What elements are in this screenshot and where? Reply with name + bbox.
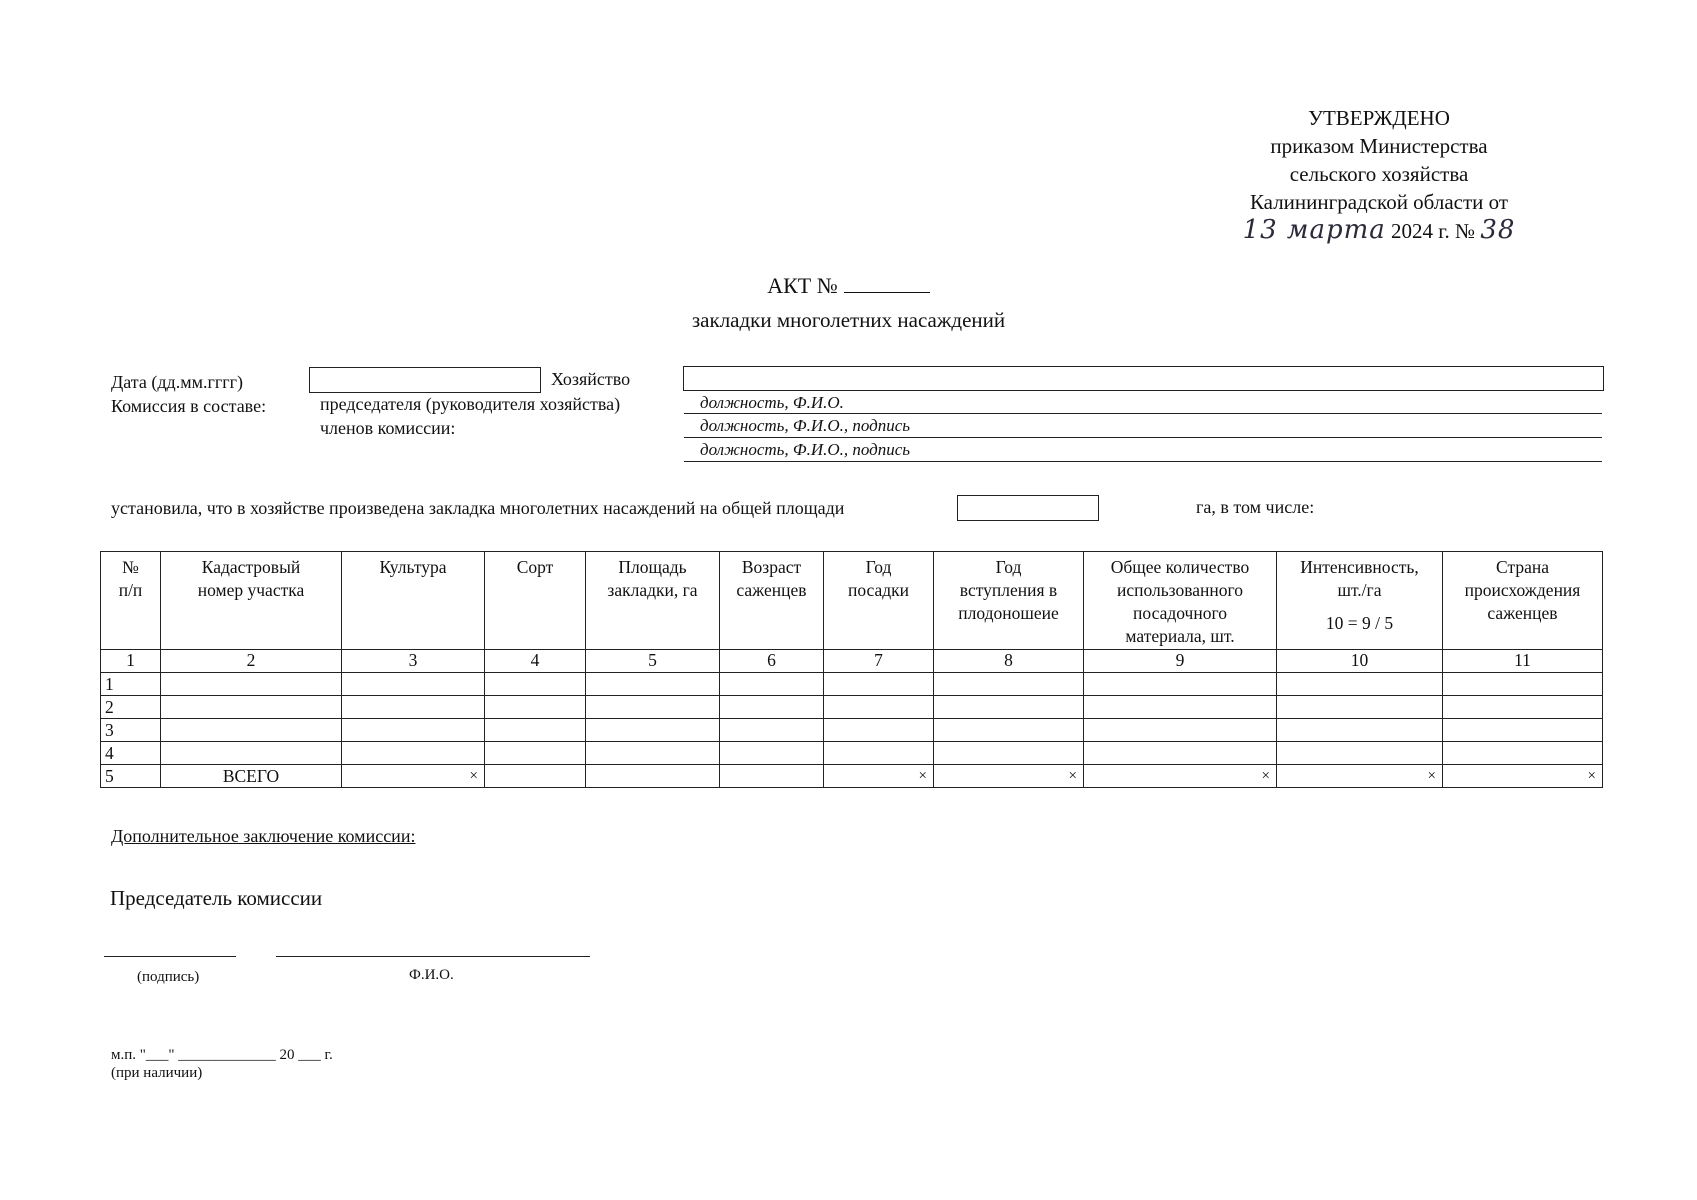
table-cell[interactable] [586, 742, 720, 765]
column-number: 8 [934, 650, 1084, 673]
fio-line[interactable] [276, 956, 590, 957]
col-header-planting-year [824, 552, 934, 650]
header-line: Страна [1496, 557, 1549, 577]
header-line: Интенсивность, [1300, 557, 1419, 577]
approval-heading: УТВЕРЖДЕНО [1308, 106, 1450, 130]
header-line: Кадастровый [201, 557, 301, 577]
header-line: Культура [379, 557, 447, 577]
commission-label: Комиссия в составе: [111, 396, 267, 416]
approval-region-line: Калининградской области от [1249, 190, 1509, 214]
total-cell[interactable] [485, 765, 586, 788]
member2-line[interactable] [684, 461, 1602, 462]
table-cell[interactable] [586, 696, 720, 719]
stamp-date-line: м.п. "___" _____________ 20 ___ г. [111, 1047, 333, 1063]
header-line: происхождения [1464, 580, 1581, 600]
table-row [101, 742, 1603, 765]
total-label: ВСЕГО [161, 765, 342, 788]
column-number-row [101, 650, 1603, 673]
col-header-age [720, 552, 824, 650]
table-row [101, 673, 1603, 696]
total-cell[interactable] [586, 765, 720, 788]
signature-caption: (подпись) [137, 969, 200, 985]
col-header-fruiting-year [934, 552, 1084, 650]
area-unit-text: га, в том числе: [1196, 497, 1315, 517]
cross-mark: × [1084, 765, 1277, 788]
table-cell[interactable] [1443, 719, 1603, 742]
act-title-text: АКТ № [767, 273, 838, 298]
row-number: 5 [101, 765, 161, 788]
header-line: посадочного [1133, 603, 1227, 623]
member2-hint: должность, Ф.И.О., подпись [700, 440, 911, 459]
act-subtitle: закладки многолетних насаждений [691, 308, 1006, 332]
table-cell[interactable] [824, 719, 934, 742]
table-cell[interactable] [934, 742, 1084, 765]
table-cell[interactable] [1277, 696, 1443, 719]
fio-caption: Ф.И.О. [409, 967, 454, 983]
table-cell[interactable] [1084, 742, 1277, 765]
act-number-blank[interactable] [844, 272, 930, 293]
total-area-field[interactable] [957, 495, 1099, 521]
header-line: № [122, 557, 139, 577]
members-label: членов комиссии: [320, 418, 456, 438]
approval-order-line: приказом Министерства [1270, 134, 1488, 158]
header-line: закладки, га [607, 580, 698, 600]
col-header-culture [342, 552, 485, 650]
table-row [101, 696, 1603, 719]
established-text: установила, что в хозяйстве произведена закладка многолетних насаждений на общей площади [111, 498, 845, 518]
table-cell[interactable] [485, 696, 586, 719]
header-line: Площадь [618, 557, 687, 577]
table-cell[interactable] [586, 719, 720, 742]
member1-line[interactable] [684, 437, 1602, 438]
row-number: 1 [101, 673, 161, 696]
table-row [101, 719, 1603, 742]
column-number: 10 [1277, 650, 1443, 673]
table-cell[interactable] [586, 673, 720, 696]
chair-line[interactable] [684, 413, 1602, 414]
column-number: 2 [161, 650, 342, 673]
table-cell[interactable] [485, 719, 586, 742]
table-cell[interactable] [934, 673, 1084, 696]
chairman-label: Председатель комиссии [110, 886, 323, 910]
total-cell[interactable] [720, 765, 824, 788]
table-cell[interactable] [1084, 673, 1277, 696]
column-number: 11 [1443, 650, 1603, 673]
table-cell[interactable] [720, 719, 824, 742]
cross-mark: × [824, 765, 934, 788]
approval-block [1209, 104, 1549, 245]
col-header-intensity [1277, 552, 1443, 650]
table-cell[interactable] [824, 673, 934, 696]
row-number: 2 [101, 696, 161, 719]
table-cell[interactable] [161, 673, 342, 696]
cross-mark: × [1277, 765, 1443, 788]
header-line: саженцев [736, 580, 807, 600]
col-header-number [101, 552, 161, 650]
member1-hint: должность, Ф.И.О., подпись [700, 416, 911, 435]
table-cell[interactable] [1277, 742, 1443, 765]
col-header-origin-country [1443, 552, 1603, 650]
table-cell[interactable] [720, 742, 824, 765]
col-header-material-count [1084, 552, 1277, 650]
table-cell[interactable] [824, 696, 934, 719]
table-cell[interactable] [1084, 696, 1277, 719]
table-cell[interactable] [342, 742, 485, 765]
header-line: плодоношеие [958, 603, 1059, 623]
header-line: использованного [1116, 580, 1244, 600]
table-cell[interactable] [161, 696, 342, 719]
farm-field[interactable] [683, 366, 1604, 391]
table-cell[interactable] [934, 719, 1084, 742]
cross-mark: × [1443, 765, 1603, 788]
table-cell[interactable] [485, 673, 586, 696]
table-header-row [101, 552, 1603, 650]
header-line: Возраст [741, 557, 802, 577]
column-number: 9 [1084, 650, 1277, 673]
row-number: 3 [101, 719, 161, 742]
approval-date-line [1209, 216, 1549, 245]
table-cell[interactable] [342, 719, 485, 742]
header-line: вступления в [959, 580, 1058, 600]
header-line: материала, шт. [1125, 626, 1235, 646]
approval-year-text: 2024 г. № [1391, 219, 1476, 243]
handwritten-date: 13 марта [1242, 215, 1386, 245]
planting-table [100, 551, 1603, 788]
farm-label: Хозяйство [551, 369, 631, 389]
act-title [0, 272, 1697, 299]
column-number: 7 [824, 650, 934, 673]
handwritten-order-number: 38 [1480, 215, 1516, 245]
table-cell[interactable] [1443, 742, 1603, 765]
header-line: номер участка [197, 580, 305, 600]
column-number: 4 [485, 650, 586, 673]
header-line: Год [865, 557, 892, 577]
header-line: Общее количество [1110, 557, 1250, 577]
table-cell[interactable] [720, 696, 824, 719]
date-label: Дата (дд.мм.гггг) [111, 372, 243, 392]
cross-mark: × [934, 765, 1084, 788]
header-line: Сорт [516, 557, 554, 577]
approval-ministry-line: сельского хозяйства [1289, 162, 1469, 186]
table-cell[interactable] [485, 742, 586, 765]
table-cell[interactable] [161, 719, 342, 742]
cross-mark: × [342, 765, 485, 788]
header-line: п/п [118, 580, 143, 600]
header-line: Год [995, 557, 1022, 577]
column-number: 3 [342, 650, 485, 673]
signature-line[interactable] [104, 956, 236, 957]
column-number: 5 [586, 650, 720, 673]
table-cell[interactable] [934, 696, 1084, 719]
table-cell[interactable] [342, 696, 485, 719]
date-field[interactable] [309, 367, 541, 393]
row-number: 4 [101, 742, 161, 765]
table-cell[interactable] [720, 673, 824, 696]
table-cell[interactable] [1443, 696, 1603, 719]
chair-label: председателя (руководителя хозяйства) [320, 394, 621, 414]
header-line: посадки [847, 580, 910, 600]
table-cell[interactable] [342, 673, 485, 696]
table-cell[interactable] [824, 742, 934, 765]
intensity-formula: 10 = 9 / 5 [1325, 613, 1394, 633]
col-header-area [586, 552, 720, 650]
col-header-cadastral [161, 552, 342, 650]
chair-hint: должность, Ф.И.О. [700, 393, 844, 412]
column-number: 1 [101, 650, 161, 673]
col-header-variety [485, 552, 586, 650]
table-cell[interactable] [161, 742, 342, 765]
header-line: саженцев [1487, 603, 1558, 623]
table-cell[interactable] [1443, 673, 1603, 696]
table-cell[interactable] [1084, 719, 1277, 742]
table-cell[interactable] [1277, 673, 1443, 696]
column-number: 6 [720, 650, 824, 673]
additional-conclusion-label: Дополнительное заключение комиссии: [111, 826, 416, 846]
stamp-note: (при наличии) [111, 1065, 203, 1081]
total-row [101, 765, 1603, 788]
table-cell[interactable] [1277, 719, 1443, 742]
header-line: шт./га [1337, 580, 1382, 600]
